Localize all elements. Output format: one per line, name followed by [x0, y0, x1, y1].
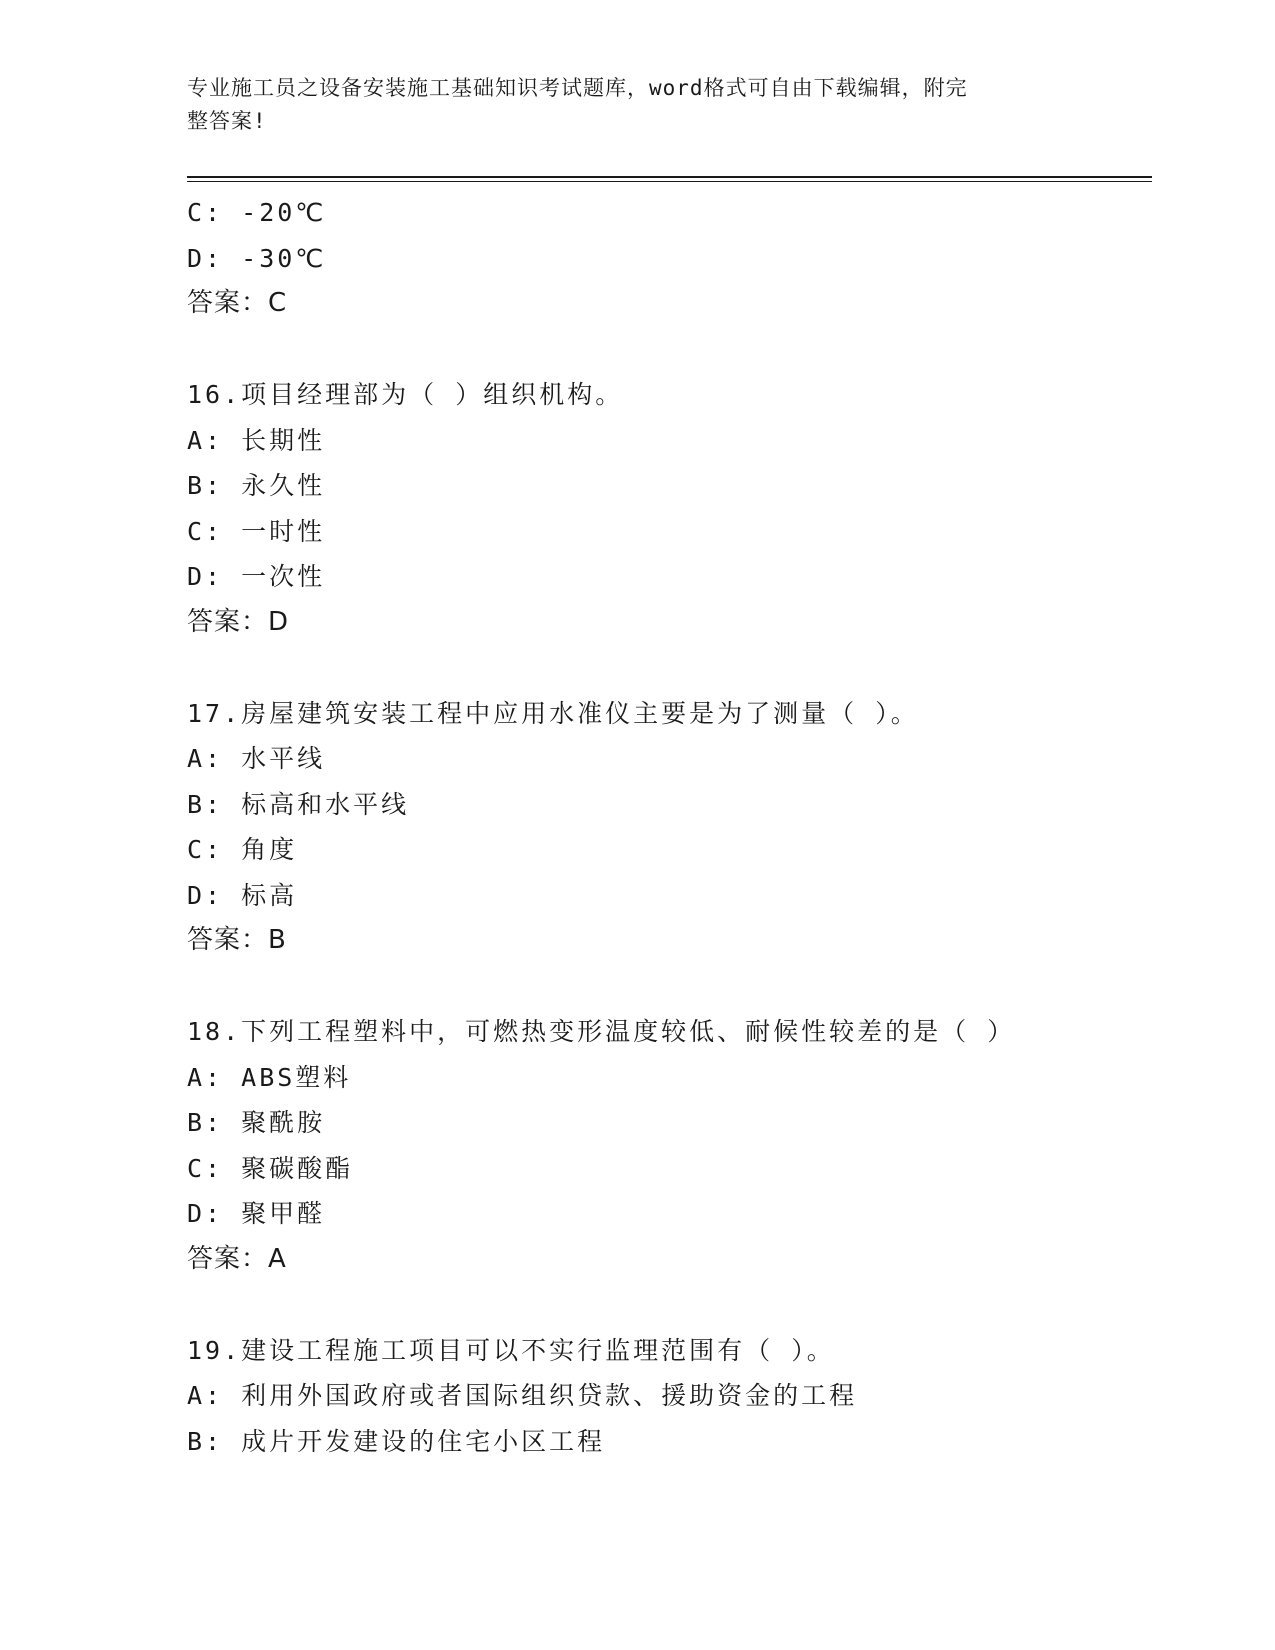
spacer	[187, 1282, 1147, 1328]
option-d: D: -30℃	[187, 243, 327, 273]
question-18	[187, 1009, 1147, 1282]
option-d: D: 标高	[187, 880, 298, 910]
answer: 答案：A	[187, 1243, 287, 1274]
question-list	[187, 190, 1147, 1464]
header-line-1: 专业施工员之设备安装施工基础知识考试题库，word格式可自由下载编辑，附完	[187, 76, 968, 100]
option-d: D: 一次性	[187, 562, 326, 591]
spacer	[187, 645, 1147, 691]
question-stem: 16.项目经理部为（ ）组织机构。	[187, 380, 624, 409]
question-16	[187, 372, 1147, 645]
question-19	[187, 1328, 1147, 1465]
page-header	[187, 72, 1067, 138]
spacer	[187, 964, 1147, 1010]
option-a: A: ABS塑料	[187, 1062, 352, 1092]
header-rule-thick	[187, 176, 1152, 178]
option-a: A: 利用外国政府或者国际组织贷款、援助资金的工程	[187, 1381, 858, 1410]
option-c: C: 角度	[187, 835, 298, 864]
spacer	[187, 327, 1147, 373]
answer: 答案：C	[187, 288, 288, 318]
answer: 答案：D	[187, 606, 290, 637]
option-c: C: 聚碳酸酯	[187, 1153, 354, 1183]
question-17	[187, 691, 1147, 964]
option-b: B: 成片开发建设的住宅小区工程	[187, 1426, 606, 1456]
header-line-2: 整答案!	[187, 109, 267, 133]
option-c: C: 一时性	[187, 516, 326, 546]
question-15-continued	[187, 190, 1147, 327]
header-rule-thin	[187, 181, 1152, 182]
option-a: A: 长期性	[187, 425, 326, 455]
option-b: B: 永久性	[187, 471, 326, 500]
question-stem: 19.建设工程施工项目可以不实行监理范围有（ ）。	[187, 1335, 835, 1365]
question-stem: 17.房屋建筑安装工程中应用水准仪主要是为了测量（ ）。	[187, 698, 919, 728]
answer: 答案：B	[187, 925, 287, 955]
option-b: B: 标高和水平线	[187, 789, 410, 819]
option-c: C: -20℃	[187, 198, 327, 227]
question-stem: 18.下列工程塑料中，可燃热变形温度较低、耐候性较差的是（ ）	[187, 1017, 1016, 1046]
option-b: B: 聚酰胺	[187, 1108, 326, 1137]
option-d: D: 聚甲醛	[187, 1199, 326, 1228]
option-a: A: 水平线	[187, 744, 326, 773]
